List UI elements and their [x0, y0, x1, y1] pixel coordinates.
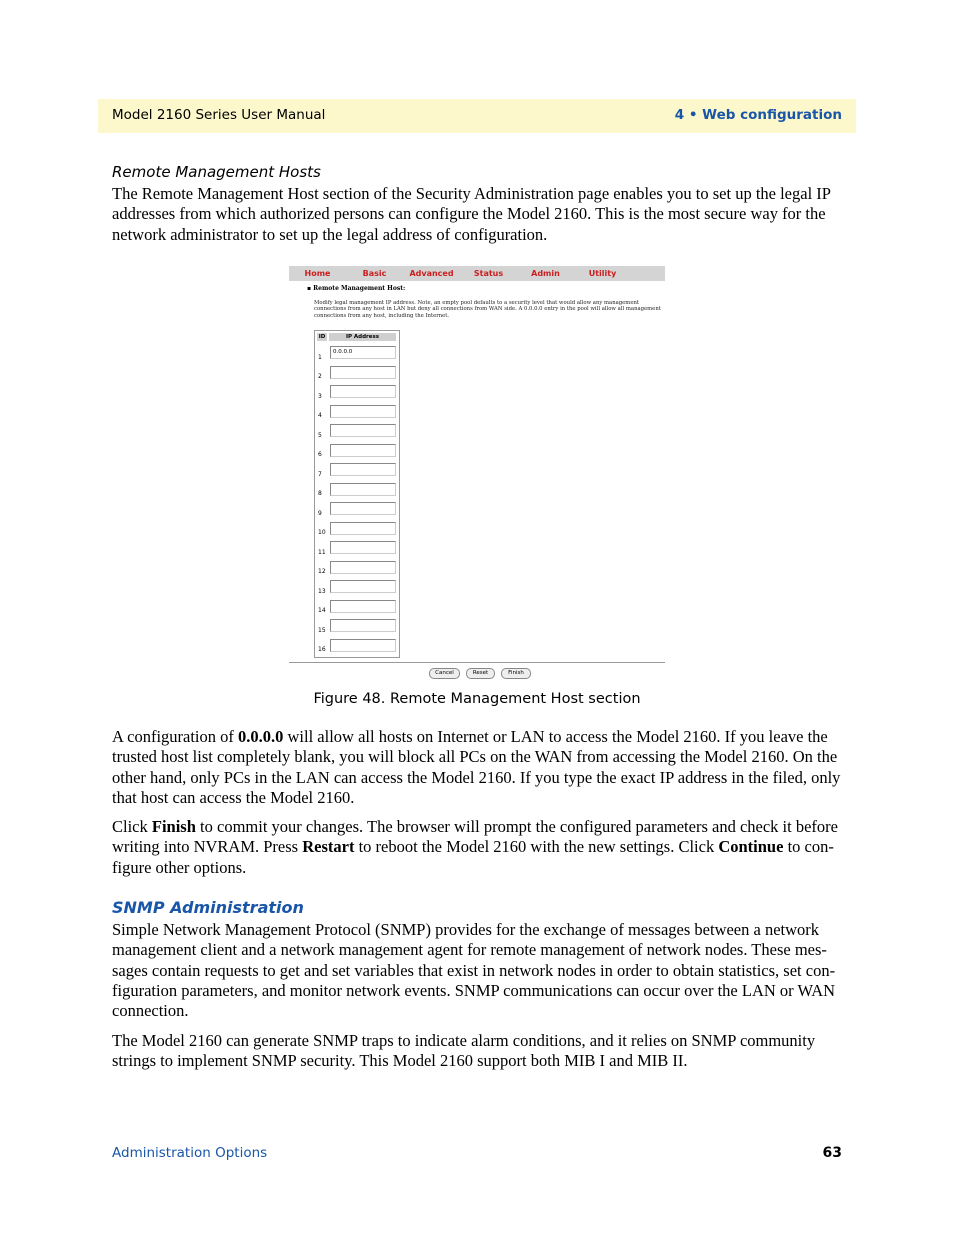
table-row — [317, 499, 397, 519]
table-row — [317, 538, 397, 558]
row-id: 7 — [318, 470, 322, 478]
row-id: 5 — [318, 431, 322, 439]
row-id: 4 — [318, 412, 322, 419]
ip-address-input[interactable] — [330, 522, 396, 535]
row-id: 1 — [318, 353, 322, 361]
finish-button[interactable]: Finish — [501, 668, 531, 679]
figure-caption: Figure 48. Remote Management Host section — [313, 691, 641, 707]
intro-paragraph: The Remote Management Host section of the Security Administration page enables you to set up the legal IP addresses from which authorized persons can configure the Model 2160. This is the most secure way for the network administrator to set up the legal address of configuration. — [112, 184, 831, 244]
ip-address-input[interactable] — [330, 444, 396, 457]
row-id: 15 — [318, 626, 326, 634]
bullet-icon: ▪ — [307, 285, 314, 292]
row-id: 3 — [318, 392, 322, 400]
figure-nav-bar — [289, 266, 665, 281]
table-row — [317, 441, 397, 461]
nav-advanced[interactable]: Advanced — [409, 269, 454, 278]
table-row — [317, 402, 397, 422]
reset-button[interactable]: Reset — [466, 668, 495, 679]
ip-address-input[interactable] — [330, 619, 396, 632]
row-id: 2 — [318, 373, 322, 380]
row-id: 14 — [318, 607, 326, 614]
nav-home[interactable]: Home — [304, 269, 331, 278]
subsection-heading: Remote Management Hosts — [112, 163, 321, 181]
ip-address-input[interactable] — [330, 639, 396, 652]
column-header-ip: IP Address — [329, 333, 396, 341]
table-row — [317, 421, 397, 441]
table-row — [317, 519, 397, 539]
table-row — [317, 577, 397, 597]
row-id: 6 — [318, 451, 322, 458]
row-id: 10 — [318, 529, 326, 536]
footer-section: Administration Options — [112, 1145, 268, 1161]
ip-address-input[interactable] — [330, 463, 396, 476]
ip-address-input[interactable] — [330, 424, 396, 437]
running-header — [98, 99, 856, 133]
nav-basic[interactable]: Basic — [362, 269, 387, 278]
column-header-id: ID — [318, 334, 326, 340]
ip-address-input[interactable] — [330, 541, 396, 554]
cancel-button[interactable]: Cancel — [429, 668, 460, 679]
table-row — [317, 343, 397, 363]
section-heading: SNMP Administration — [112, 898, 304, 917]
page-number: 63 — [822, 1145, 842, 1161]
ip-address-input[interactable]: 0.0.0.0 — [330, 346, 396, 359]
table-row — [317, 558, 397, 578]
figure-screenshot — [289, 266, 665, 684]
ip-address-input[interactable] — [330, 580, 396, 593]
ip-address-input[interactable] — [330, 561, 396, 574]
ip-address-input[interactable] — [330, 502, 396, 515]
table-row — [317, 597, 397, 617]
figure-section-title: ▪ Remote Management Host: — [307, 285, 406, 292]
ip-address-input[interactable] — [330, 405, 396, 418]
nav-admin[interactable]: Admin — [531, 269, 560, 278]
table-row — [317, 363, 397, 383]
table-row — [317, 636, 397, 656]
row-id: 8 — [318, 490, 322, 497]
row-id: 16 — [318, 646, 326, 653]
table-row — [317, 480, 397, 500]
nav-status[interactable]: Status — [473, 269, 504, 278]
nav-utility[interactable]: Utility — [588, 269, 617, 278]
ip-address-input[interactable] — [330, 600, 396, 613]
table-row — [317, 460, 397, 480]
paragraph-snmp-intro: Simple Network Management Protocol (SNMP) provides for the exchange of messages between a network management client and a network management agent for remote management of network nodes. These mes-sages contain requests to get and set variables that exist in network nodes in order to obtain statistics, set con-figuration parameters, and monitor network events. SNMP communications can occur over the LAN or WAN connection. — [112, 920, 836, 1021]
chapter-title: 4 • Web configuration — [674, 107, 842, 123]
table-row — [317, 616, 397, 636]
table-row — [317, 382, 397, 402]
ip-address-table — [314, 330, 400, 658]
manual-title: Model 2160 Series User Manual — [112, 107, 326, 123]
divider — [289, 662, 665, 663]
paragraph-config: A configuration of 0.0.0.0 will allow all hosts on Internet or LAN to access the Model 2160. If you leave the trusted host list completely blank, you will block all PCs on the WAN from accessing the Model 2160. On the other hand, only PCs in the LAN can access the Model 2160. If you type the exact IP address in the filed, only that host can access the Model 2160. — [112, 727, 841, 807]
ip-address-input[interactable] — [330, 385, 396, 398]
ip-address-input[interactable] — [330, 366, 396, 379]
row-id: 11 — [318, 548, 326, 556]
figure-description: Modify legal management IP address. Note, an empty pool defaults to a security level that would allow any management connections from any host in LAN but deny all connections from WAN side. A 0.0.0.0 entry in the pool will allow all management connections from any host, including the Internet. — [314, 300, 661, 319]
row-id: 9 — [318, 509, 322, 517]
ip-address-input[interactable] — [330, 483, 396, 496]
row-id: 13 — [318, 587, 326, 595]
paragraph-finish: Click Finish to commit your changes. The browser will prompt the configured parameters and check it before writing into NVRAM. Press Restart to reboot the Model 2160 with the new settings. Click Continue to con-figure other options. — [112, 817, 838, 877]
paragraph-snmp-traps: The Model 2160 can generate SNMP traps to indicate alarm conditions, and it relies on SNMP community strings to implement SNMP security. This Model 2160 support both MIB I and MIB II. — [112, 1031, 816, 1071]
row-id: 12 — [318, 568, 326, 575]
